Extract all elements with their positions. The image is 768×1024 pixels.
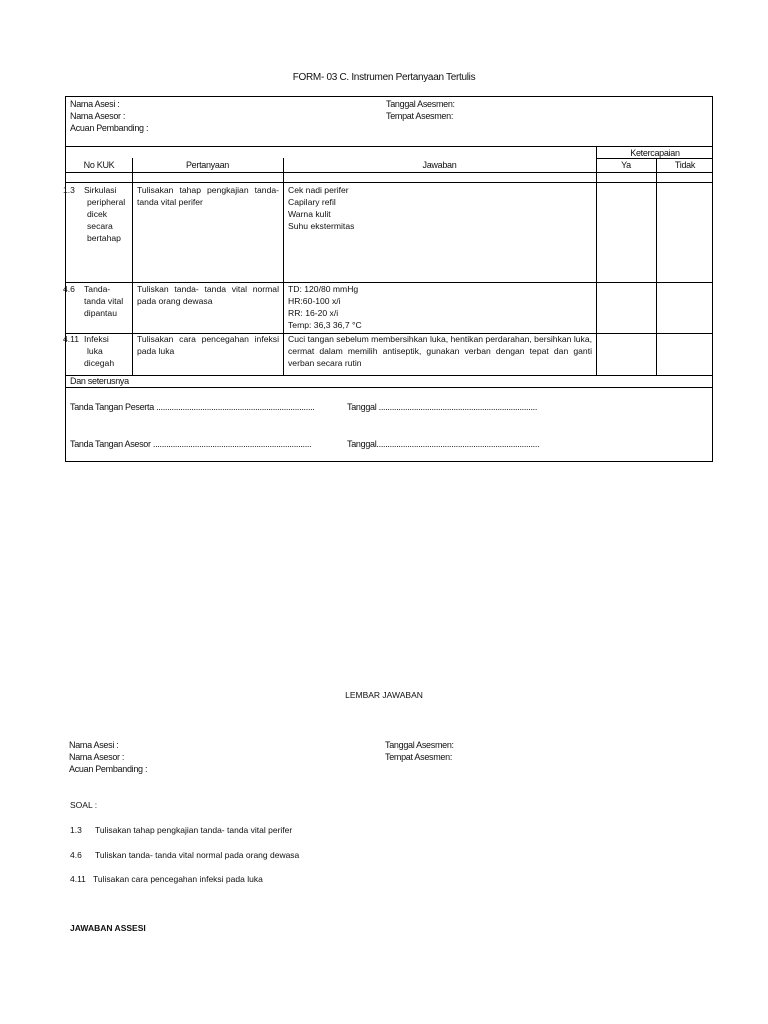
col-header-jawaban: Jawaban bbox=[422, 160, 457, 170]
col-header-ya: Ya bbox=[621, 160, 631, 170]
divider bbox=[66, 146, 712, 147]
tempat-asesmen-label: Tempat Asesmen: bbox=[386, 111, 454, 121]
soal-item-text: Tulisakan tahap pengkajian tanda- tanda vital perifer bbox=[95, 825, 293, 835]
soal-item-text: Tuliskan tanda- tanda vital normal pada orang dewasa bbox=[95, 850, 300, 860]
nama-asesor-label: Nama Asesor : bbox=[70, 111, 126, 121]
soal-item-number: 1.3 bbox=[70, 825, 82, 835]
column-divider bbox=[132, 158, 133, 375]
kuk-description: Sirkulasi peripheral dicek secara bertahap bbox=[84, 185, 126, 243]
kuk-number: 4.6 bbox=[63, 284, 75, 294]
jawaban-cell: TD: 120/80 mmHg HR:60-100 x/i RR: 16-20 x/i Temp: 36,3 36,7 °C bbox=[288, 284, 362, 330]
jawaban-cell: Cek nadi perifer Capilary refil Warna kulit Suhu ekstermitas bbox=[288, 185, 355, 231]
acuan-pembanding-label: Acuan Pembanding : bbox=[70, 123, 149, 133]
kuk-number: 1.3 bbox=[63, 185, 75, 195]
col-header-tidak: Tidak bbox=[674, 160, 696, 170]
form-title: FORM- 03 C. Instrumen Pertanyaan Tertulis bbox=[292, 72, 476, 83]
lower-acuan-label: Acuan Pembanding : bbox=[69, 764, 148, 774]
lower-tempat-asesmen-label: Tempat Asesmen: bbox=[385, 752, 453, 762]
lower-nama-asesor-label: Nama Asesor : bbox=[69, 752, 125, 762]
tanda-tangan-peserta: Tanda Tangan Peserta ........................................................................ bbox=[70, 402, 315, 412]
tanggal-peserta: Tanggal ........................................................................ bbox=[347, 402, 538, 412]
tanggal-asesor: Tanggal.......................................................................... bbox=[347, 439, 540, 449]
column-divider bbox=[596, 146, 597, 375]
lower-tanggal-asesmen-label: Tanggal Asesmen: bbox=[385, 740, 454, 750]
dan-seterusnya-label: Dan seterusnya bbox=[70, 376, 129, 386]
jawaban-cell: Cuci tangan sebelum membersihkan luka, hentikan perdarahan, bersihkan luka, cermat dalam memilih antiseptik, gunakan verban dengan tepat dan ganti verban secara rutin bbox=[288, 334, 592, 368]
tanda-tangan-asesor: Tanda Tangan Asesor ........................................................................ bbox=[70, 439, 312, 449]
soal-item-text: Tulisakan cara pencegahan infeksi pada luka bbox=[93, 874, 263, 884]
soal-item-number: 4.6 bbox=[70, 850, 82, 860]
kuk-description: Infeksi luka dicegah bbox=[84, 334, 115, 368]
soal-label: SOAL : bbox=[70, 800, 98, 810]
col-header-no-kuk: No KUK bbox=[83, 160, 115, 170]
pertanyaan-cell: Tuliskan tanda- tanda vital normal pada orang dewasa bbox=[137, 284, 279, 306]
col-header-pertanyaan: Pertanyaan bbox=[185, 160, 230, 170]
jawaban-assesi-label: JAWABAN ASSESI bbox=[70, 923, 146, 933]
divider bbox=[596, 158, 712, 159]
nama-asesi-label: Nama Asesi : bbox=[70, 99, 120, 109]
kuk-number: 4.11 bbox=[63, 334, 80, 344]
column-divider bbox=[656, 158, 657, 375]
pertanyaan-cell: Tulisakan tahap pengkajian tanda- tanda vital perifer bbox=[137, 185, 279, 207]
tanggal-asesmen-label: Tanggal Asesmen: bbox=[386, 99, 455, 109]
pertanyaan-cell: Tulisakan cara pencegahan infeksi pada luka bbox=[137, 334, 279, 356]
lower-nama-asesi-label: Nama Asesi : bbox=[69, 740, 119, 750]
lembar-jawaban-title: LEMBAR JAWABAN bbox=[345, 690, 423, 700]
divider bbox=[66, 172, 712, 173]
divider bbox=[66, 375, 712, 376]
divider bbox=[66, 182, 712, 183]
kuk-description: Tanda- tanda vital dipantau bbox=[84, 284, 124, 318]
column-divider bbox=[283, 158, 284, 375]
assessment-form-table bbox=[65, 96, 713, 462]
soal-item-number: 4.11 bbox=[70, 874, 86, 884]
divider bbox=[66, 387, 712, 388]
ketercapaian-header: Ketercapaian bbox=[630, 148, 680, 158]
